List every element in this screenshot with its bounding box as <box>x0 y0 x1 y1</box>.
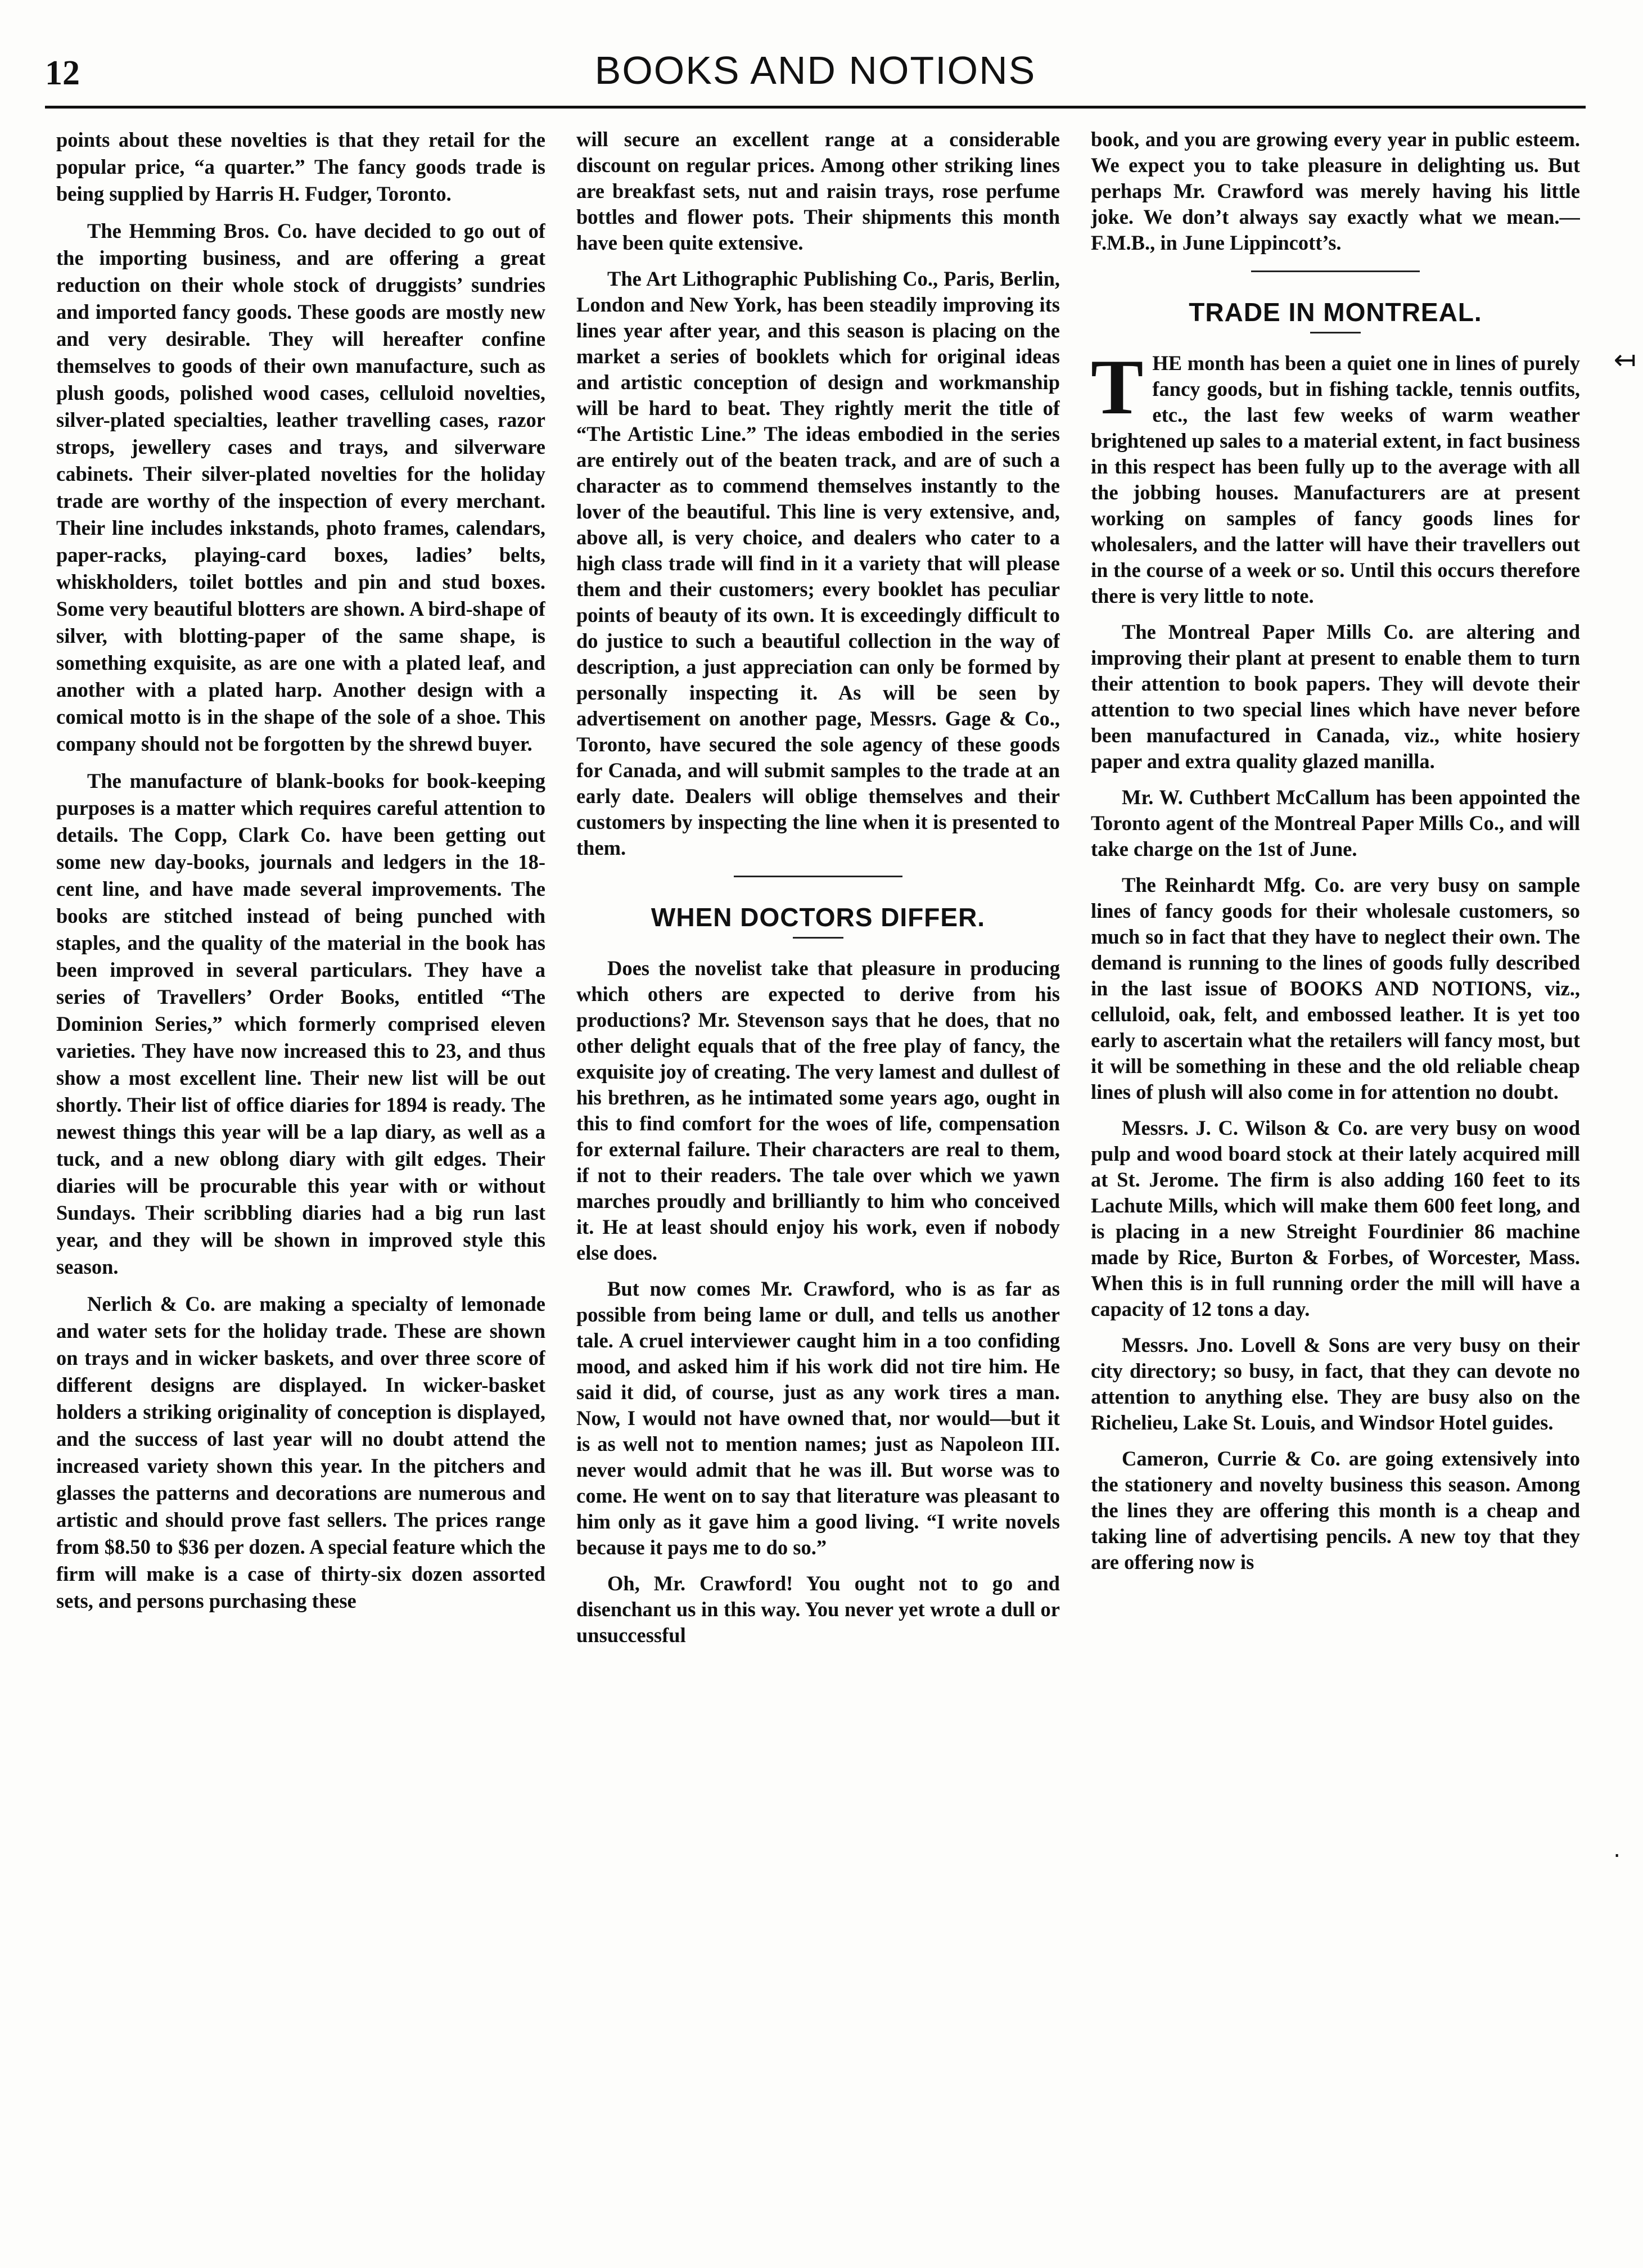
article-paragraph: The Art Lithographic Publishing Co., Paris, Berlin, London and New York, has been steadily improving its lines year after year, and this season is placing on the market a series of booklets which for original ideas and artistic conception of design and workmanship will be hard to beat. They rightly merit the title of “The Artistic Line.” The ideas embodied in the series are entirely out of the beaten track, and are of such a character as to commend themselves instantly to the lover of the beautiful. This line is very extensive, and, above all, is very choice, and dealers who cater to a high class trade will find in it a variety that will please them and their customers; every booklet has peculiar points of beauty of its own. It is exceedingly difficult to do justice to such a beautiful collection in the way of description, a just appreciation can only be formed by personally inspecting it. As will be seen by advertisement on another page, Messrs. Gage & Co., Toronto, have secured the sole agency of these goods for Canada, and will submit samples to the trade at an early date. Dealers will oblige themselves and their customers by inspecting the line when it is presented to them. <box>576 267 1060 859</box>
drop-cap: T <box>1091 344 1144 431</box>
margin-tick-mark: ‧ <box>1613 1843 1621 1869</box>
page-number: 12 <box>45 54 80 92</box>
section-separator <box>1251 270 1420 272</box>
header-rule <box>45 106 1586 109</box>
article-paragraph: Messrs. J. C. Wilson & Co. are very busy on wood pulp and wood board stock at their lately acquired mill at St. Jerome. The firm is also adding 160 feet to its Lachute Mills, which will make them 600 feet long, and is placing in a new Streight Fourdinier 86 machine made by Rice, Burton & Forbes, of Worcester, Mass. When this is in full running order the mill will have a capacity of 12 tons a day. <box>1091 1116 1580 1320</box>
article-paragraph: The Montreal Paper Mills Co. are altering and improving their plant at present to enable them to turn their attention to book papers. They will devote their attention to two special lines which have never before been manufactured in Canada, viz., white hosiery paper and extra quality glazed manilla. <box>1091 620 1580 773</box>
article-paragraph: Mr. W. Cuthbert McCallum has been appointed the Toronto agent of the Montreal Paper Mills Co., and will take charge on the 1st of June. <box>1091 786 1580 860</box>
section-heading-trade-in-montreal: TRADE IN MONTREAL. <box>1189 297 1482 327</box>
article-paragraph: But now comes Mr. Crawford, who is as far as possible from being lame or dull, and tells us another tale. A cruel interviewer caught him in a too confiding mood, and asked him if his work did not tire him. He said it did, of course, just as any work tires a man. Now, I would not have owned that, nor would—but it is as well not to mention names; just as Napoleon III. never would admit that he was ill. But worse was to come. He went on to say that literature was pleasant to him only as it gave him a good living. “I write novels because it pays me to do so.” <box>576 1277 1060 1559</box>
article-paragraph: The manufacture of blank-books for book-keeping purposes is a matter which requires careful attention to details. The Copp, Clark Co. have been getting out some new day-books, journals and ledgers in the 18-cent line, and have made several improvements. The books are stitched instead of being punched with staples, and the quality of the material in the book has been improved in several particulars. They have a series of Travellers’ Order Books, entitled “The Dominion Series,” which formerly comprised eleven varieties. They have now increased this to 23, and thus show a most excellent line. Their new list will be out shortly. Their list of office diaries for 1894 is ready. The newest things this year will be a lap diary, as well as a tuck, and a new oblong diary with gilt edges. Their diaries will be procurable this year with or without Sundays. Their scribbling diaries had a big run last year, and they will be shown in improved style this season. <box>56 769 545 1278</box>
article-paragraph: book, and you are growing every year in public esteem. We expect you to take pleasure in delighting us. But perhaps Mr. Crawford was merely having his little joke. We don’t always say exactly what we mean.—F.M.B., in June Lippincott’s. <box>1091 128 1580 254</box>
heading-underline <box>1310 332 1361 333</box>
section-separator <box>734 876 902 877</box>
publication-title: BOOKS AND NOTIONS <box>594 48 1036 92</box>
article-paragraph: Nerlich & Co. are making a specialty of lemonade and water sets for the holiday trade. These are shown on trays and in wicker baskets, and over three score of different designs are displayed. In wicker-basket holders a striking originality of conception is displayed, and the success of last year will no doubt attend the increased variety shown this year. In the pitchers and glasses the patterns and decorations are numerous and artistic and should prove fast sellers. The prices range from $8.50 to $36 per dozen. A special feature which the firm will make is a case of thirty-six dozen assorted sets, and persons purchasing these <box>56 1292 545 1612</box>
article-paragraph: Does the novelist take that pleasure in producing which others are expected to derive from his productions? Mr. Stevenson says that he does, that no other delight equals that of the free play of fancy, the exquisite joy of creating. The very lamest and dullest of his brethren, as he intimated some years ago, ought in this to find comfort for the woes of life, compensation for external failure. Their characters are real to them, if not to their readers. The tale over which we yawn marches proudly and brilliantly to him who conceived it. He at least should enjoy his work, even if nobody else does. <box>576 957 1060 1264</box>
heading-underline <box>793 937 843 939</box>
column-3 <box>1091 127 1580 2241</box>
article-paragraph: will secure an excellent range at a considerable discount on regular prices. Among other striking lines are breakfast sets, nut and raisin trays, rose perfume bottles and flower pots. Their shipments this month have been quite extensive. <box>576 128 1060 254</box>
column-2 <box>576 127 1060 2241</box>
lead-paragraph-text: HE month has been a quiet one in lines of purely fancy goods, but in fishing tackle, tennis outfits, etc., the last few weeks of warm weather brightened up sales to a material extent, in fact business in this respect has been fully up to the average with all the jobbing houses. Manufacturers are at present working on samples of fancy goods lines for wholesalers, and the latter will have their travellers out in the course of a week or so. Until this occurs therefore there is very little to note. <box>1091 351 1580 607</box>
section-heading-when-doctors-differ: WHEN DOCTORS DIFFER. <box>651 903 986 932</box>
article-paragraph: points about these novelties is that they retail for the popular price, “a quarter.” The fancy goods trade is being supplied by Harris H. Fudger, Toronto. <box>56 128 545 205</box>
article-paragraph: Messrs. Jno. Lovell & Sons are very busy on their city directory; so busy, in fact, that they can devote no attention to anything else. They are busy also on the Richelieu, Lake St. Louis, and Windsor Hotel guides. <box>1091 1333 1580 1434</box>
column-1 <box>56 127 545 2241</box>
article-paragraph: The Reinhardt Mfg. Co. are very busy on sample lines of fancy goods for their wholesale customers, so much so in fact that they have to neglect their own. The demand is running to the lines of goods fully described in the last issue of BOOKS AND NOTIONS, viz., celluloid, oak, felt, and embossed leather. It is yet too early to ascertain what the retailers will fancy most, but it will be something in these and the old reliable cheap lines of plush will also come in for attention no doubt. <box>1091 873 1580 1103</box>
article-paragraph: Oh, Mr. Crawford! You ought not to go and disenchant us in this way. You never yet wrote a dull or unsuccessful <box>576 1572 1060 1647</box>
page-header <box>45 48 1586 104</box>
lead-paragraph <box>1091 344 1580 609</box>
margin-arrow-mark: ↤ <box>1613 344 1636 376</box>
article-paragraph: The Hemming Bros. Co. have decided to go out of the importing business, and are offering a great reduction on their whole stock of druggists’ sundries and imported fancy goods. These goods are mostly new and very desirable. They will hereafter confine themselves to goods of their own manufacture, such as plush goods, polished wood cases, celluloid novelties, silver-plated specialties, leather travelling cases, razor strops, jewellery cases and trays, and silverware cabinets. Their silver-plated novelties for the holiday trade are worthy of the inspection of every merchant. Their line includes inkstands, photo frames, calendars, paper-racks, playing-card boxes, ladies’ belts, whiskholders, toilet bottles and pin and stud boxes. Some very beautiful blotters are shown. A bird-shape of silver, with blotting-paper of the same shape, is something exquisite, as are one with a plated leaf, and another with a plated harp. Another design with a comical motto is in the shape of the sole of a shoe. This company should not be forgotten by the shrewd buyer. <box>56 219 545 755</box>
article-paragraph: Cameron, Currie & Co. are going extensively into the stationery and novelty business this season. Among the lines they are offering this month is a cheap and taking line of advertising pencils. A new toy that they are offering now is <box>1091 1447 1580 1573</box>
